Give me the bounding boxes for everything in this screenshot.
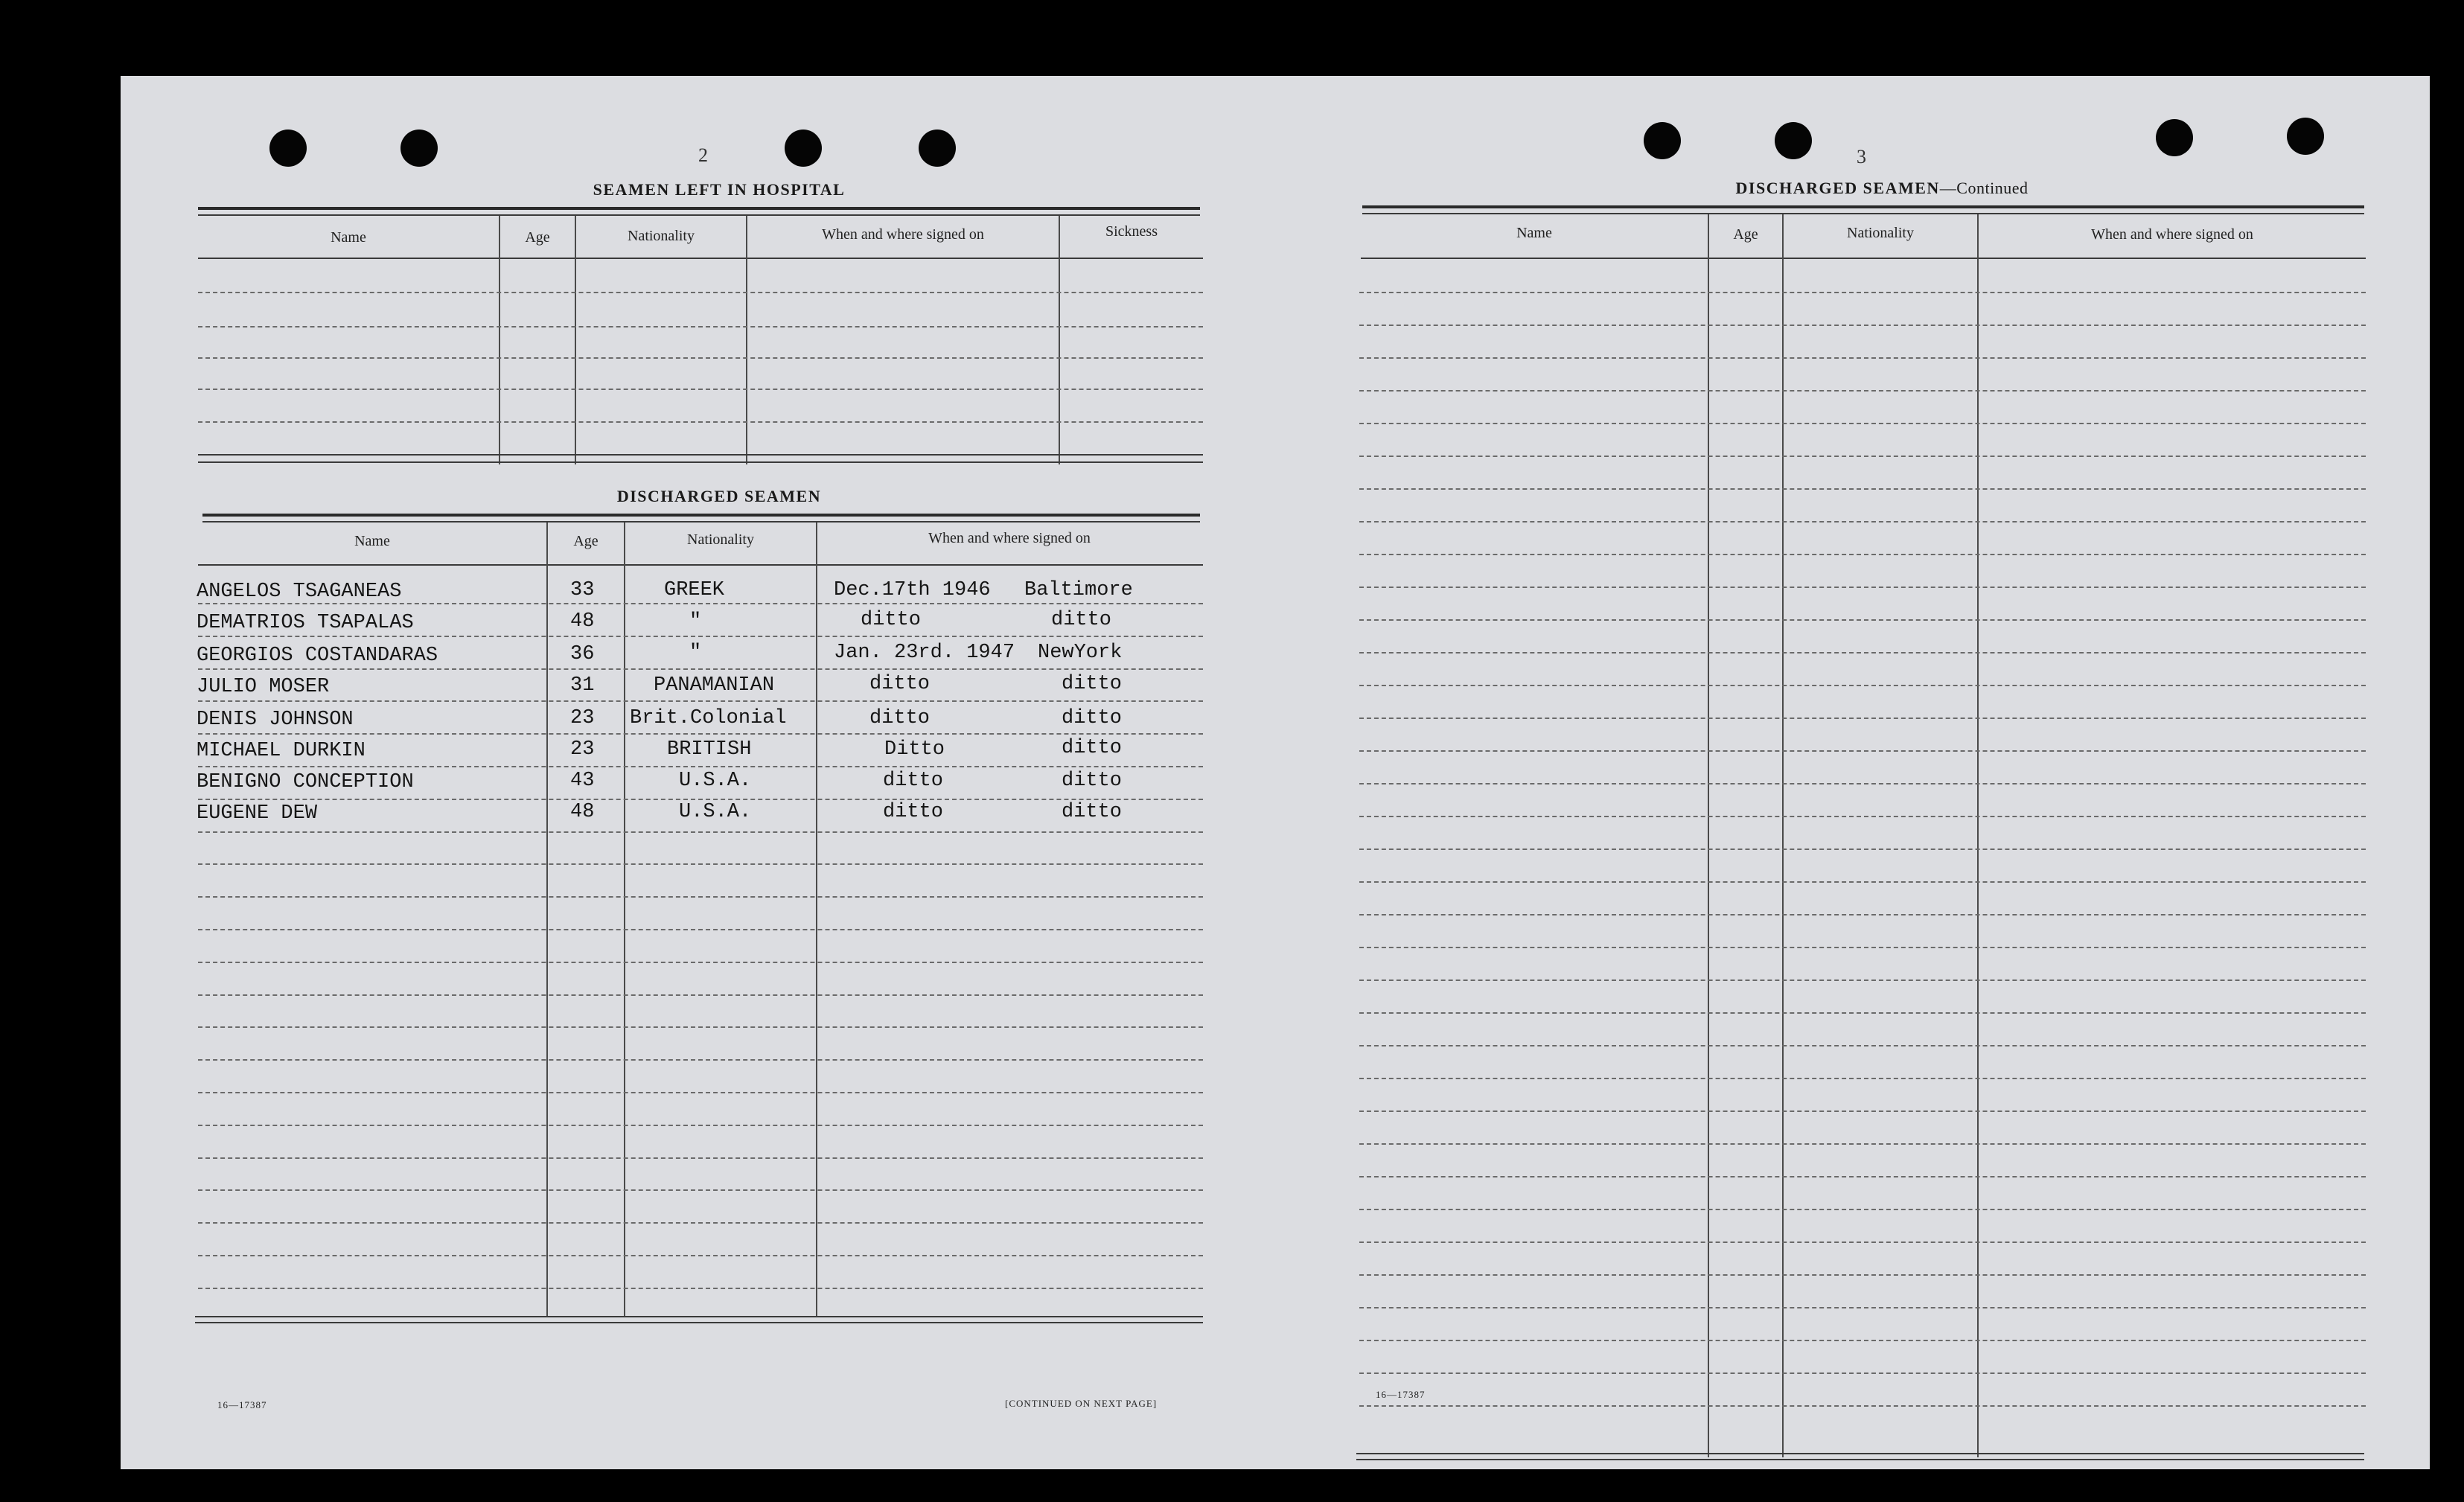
ruled-line (198, 1157, 1203, 1159)
ruled-line (198, 1092, 1203, 1093)
signed-on-date: ditto (869, 673, 931, 695)
seaman-age: 48 (570, 610, 595, 633)
signed-on-place: ditto (1062, 737, 1123, 759)
ruled-line (1359, 456, 2366, 457)
punch-hole (1644, 122, 1681, 159)
ruled-line (1359, 292, 2366, 293)
ruled-line (1359, 1176, 2366, 1177)
signed-on-date: Jan. 23rd. 1947 (834, 642, 1015, 664)
signed-on-date: Dec.17th 1946 (834, 579, 991, 601)
ruled-line (1359, 1372, 2366, 1374)
signed-on-date: ditto (883, 801, 944, 823)
ruled-line (1359, 521, 2366, 522)
ruled-line (198, 1125, 1203, 1126)
column-header: Nationality (1847, 225, 1914, 241)
seaman-age: 36 (570, 643, 595, 665)
ruled-line (1359, 1241, 2366, 1243)
seaman-age: 43 (570, 770, 595, 792)
ruled-line (198, 1189, 1203, 1191)
ruled-line (198, 733, 1203, 735)
column-header: Sickness (1105, 223, 1158, 240)
punch-hole (269, 130, 307, 167)
column-header: Name (1516, 225, 1552, 241)
signed-on-place: ditto (1062, 770, 1123, 792)
ruled-line (198, 1255, 1203, 1256)
ruled-line (198, 896, 1203, 898)
seaman-name: GEORGIOS COSTANDARAS (197, 645, 438, 667)
ruled-line (1359, 1078, 2366, 1079)
ruled-line (1359, 488, 2366, 490)
ruled-line (1359, 849, 2366, 850)
ruled-line (1359, 652, 2366, 653)
column-header: When and where signed on (928, 530, 1091, 546)
column-header: Age (573, 533, 599, 549)
signed-on-place: ditto (1051, 609, 1112, 631)
seaman-nationality: Brit.Colonial (630, 707, 787, 729)
seaman-age: 48 (570, 801, 595, 823)
ruled-line (198, 994, 1203, 996)
discharged-continued-title (1361, 179, 2403, 198)
ruled-line (1359, 325, 2366, 326)
punch-hole (400, 130, 438, 167)
ruled-line (1359, 947, 2366, 948)
seaman-name: MICHAEL DURKIN (197, 740, 366, 762)
ruled-line (1359, 816, 2366, 817)
ruled-line (198, 929, 1203, 930)
form-number: 16—17387 (1376, 1389, 1426, 1400)
column-header: Name (354, 533, 390, 549)
ruled-line (1359, 980, 2366, 981)
signed-on-date: ditto (869, 707, 931, 729)
ruled-line (1359, 914, 2366, 915)
signed-on-place: Baltimore (1024, 579, 1133, 601)
seaman-nationality: GREEK (664, 579, 725, 601)
continued-note: [CONTINUED ON NEXT PAGE] (1005, 1398, 1158, 1409)
ruled-line (1359, 1405, 2366, 1407)
seaman-age: 33 (570, 579, 595, 601)
seaman-nationality: " (689, 610, 702, 633)
column-header: Age (525, 229, 550, 246)
signed-on-date: Ditto (884, 738, 945, 761)
seaman-nationality: PANAMANIAN (654, 674, 775, 697)
ruled-line (198, 863, 1203, 865)
form-number: 16—17387 (217, 1399, 267, 1410)
column-header: Nationality (687, 531, 754, 548)
seaman-nationality: " (689, 642, 702, 664)
seaman-name: EUGENE DEW (197, 802, 318, 825)
punch-hole (2156, 119, 2193, 156)
column-header: When and where signed on (2091, 226, 2253, 243)
ruled-line (1359, 1274, 2366, 1276)
signed-on-place: ditto (1062, 673, 1123, 695)
document-scan (121, 76, 2430, 1469)
ruled-line (1359, 1209, 2366, 1210)
ruled-line (198, 1288, 1203, 1289)
ruled-line (198, 1222, 1203, 1224)
ruled-line (198, 766, 1203, 767)
ruled-line (1359, 1307, 2366, 1308)
seaman-age: 31 (570, 674, 595, 697)
page-number: 2 (698, 144, 708, 166)
column-header: Age (1733, 226, 1758, 243)
seaman-nationality: U.S.A. (679, 801, 752, 823)
ruled-line (1359, 1110, 2366, 1112)
seaman-name: ANGELOS TSAGANEAS (197, 581, 402, 603)
ruled-line (1359, 423, 2366, 424)
ruled-line (1359, 685, 2366, 686)
ruled-line (198, 799, 1203, 800)
ruled-line (1359, 881, 2366, 883)
column-header: Name (331, 229, 366, 246)
ruled-line (198, 603, 1203, 604)
ruled-line (198, 1026, 1203, 1028)
signed-on-date: ditto (861, 609, 922, 631)
ruled-line (1359, 1012, 2366, 1014)
ruled-line (1359, 1340, 2366, 1341)
ruled-line (1359, 619, 2366, 621)
punch-hole (2287, 118, 2324, 155)
ruled-line (1359, 718, 2366, 719)
column-header: Nationality (628, 228, 695, 244)
seaman-nationality: BRITISH (667, 738, 752, 761)
ruled-line (198, 962, 1203, 963)
ruled-line (1359, 750, 2366, 752)
punch-hole (919, 130, 956, 167)
seaman-name: DENIS JOHNSON (197, 709, 354, 731)
column-header: When and where signed on (822, 226, 984, 243)
signed-on-place: ditto (1062, 801, 1123, 823)
ruled-line (1359, 554, 2366, 555)
ruled-line (198, 1059, 1203, 1061)
signed-on-place: NewYork (1038, 642, 1123, 664)
discharged-table-title: DISCHARGED SEAMEN (616, 487, 822, 505)
signed-on-date: ditto (883, 770, 944, 792)
seaman-name: JULIO MOSER (197, 676, 330, 698)
ruled-line (1359, 390, 2366, 392)
seaman-age: 23 (570, 738, 595, 761)
seaman-nationality: U.S.A. (679, 770, 752, 792)
punch-hole (1775, 122, 1812, 159)
ruled-line (1359, 783, 2366, 784)
ruled-line (198, 831, 1203, 833)
page-number: 3 (1857, 146, 1866, 167)
seaman-name: DEMATRIOS TSAPALAS (197, 612, 414, 634)
seaman-age: 23 (570, 707, 595, 729)
seaman-name: BENIGNO CONCEPTION (197, 771, 414, 793)
hospital-table-title: SEAMEN LEFT IN HOSPITAL (593, 180, 846, 199)
signed-on-place: ditto (1062, 707, 1123, 729)
ruled-line (1359, 1143, 2366, 1145)
ruled-line (198, 636, 1203, 637)
title-main: DISCHARGED SEAMEN (1735, 179, 1940, 197)
ruled-line (1359, 587, 2366, 588)
punch-hole (785, 130, 822, 167)
ruled-line (1359, 1045, 2366, 1046)
ruled-line (1359, 357, 2366, 359)
title-suffix: —Continued (1939, 179, 2029, 197)
ruled-line (198, 700, 1203, 702)
ruled-line (198, 668, 1203, 670)
